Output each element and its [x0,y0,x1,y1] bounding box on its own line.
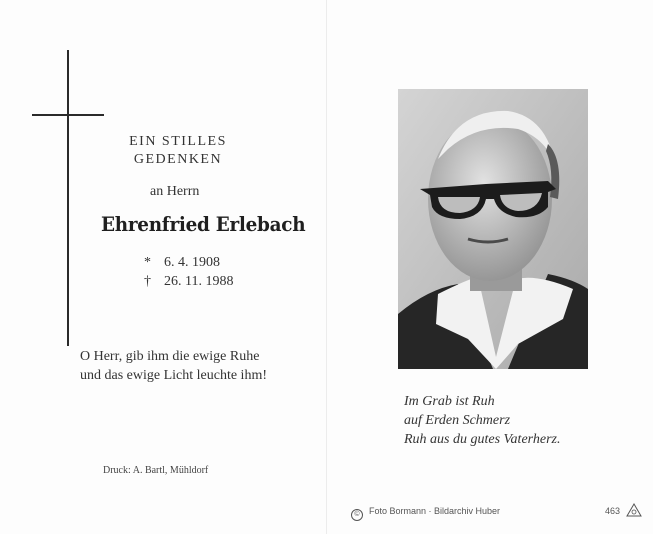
verse-line-3: Ruh aus du gutes Vaterherz. [404,432,561,447]
verse-line-1: Im Grab ist Ruh [404,394,495,409]
photo-credit [351,506,500,521]
death-cross-icon: † [144,274,151,289]
cross-vertical-bar [67,50,69,346]
salutation: an Herrn [150,184,200,199]
prayer-text [80,347,310,385]
death-date: 26. 11. 1988 [164,274,234,289]
heading-line-2: GEDENKEN [133,152,223,167]
portrait-photo [398,89,588,369]
printer-credit: Druck: A. Bartl, Mühldorf [103,465,209,476]
memorial-verse [404,392,560,449]
copyright-icon: © [351,509,363,521]
birth-date: 6. 4. 1908 [164,255,220,270]
card-fold-line [326,0,327,534]
death-date-row [144,274,233,290]
cross-horizontal-bar [32,114,104,116]
deceased-name: Ehrenfried Erlebach [101,212,306,236]
card-number: 463 [605,506,621,516]
verse-line-2: auf Erden Schmerz [404,413,511,428]
heading-line-1: EIN STILLES [129,134,227,149]
photo-credit-text: Foto Bormann · Bildarchiv Huber [369,506,501,516]
birth-star-icon: * [144,255,151,270]
prayer-line-1: O Herr, gib ihm die ewige Ruhe [80,349,260,364]
prayer-line-2: und das ewige Licht leuchte ihm! [80,368,267,383]
birth-date-row [144,255,220,271]
publisher-logo-icon [626,503,642,522]
